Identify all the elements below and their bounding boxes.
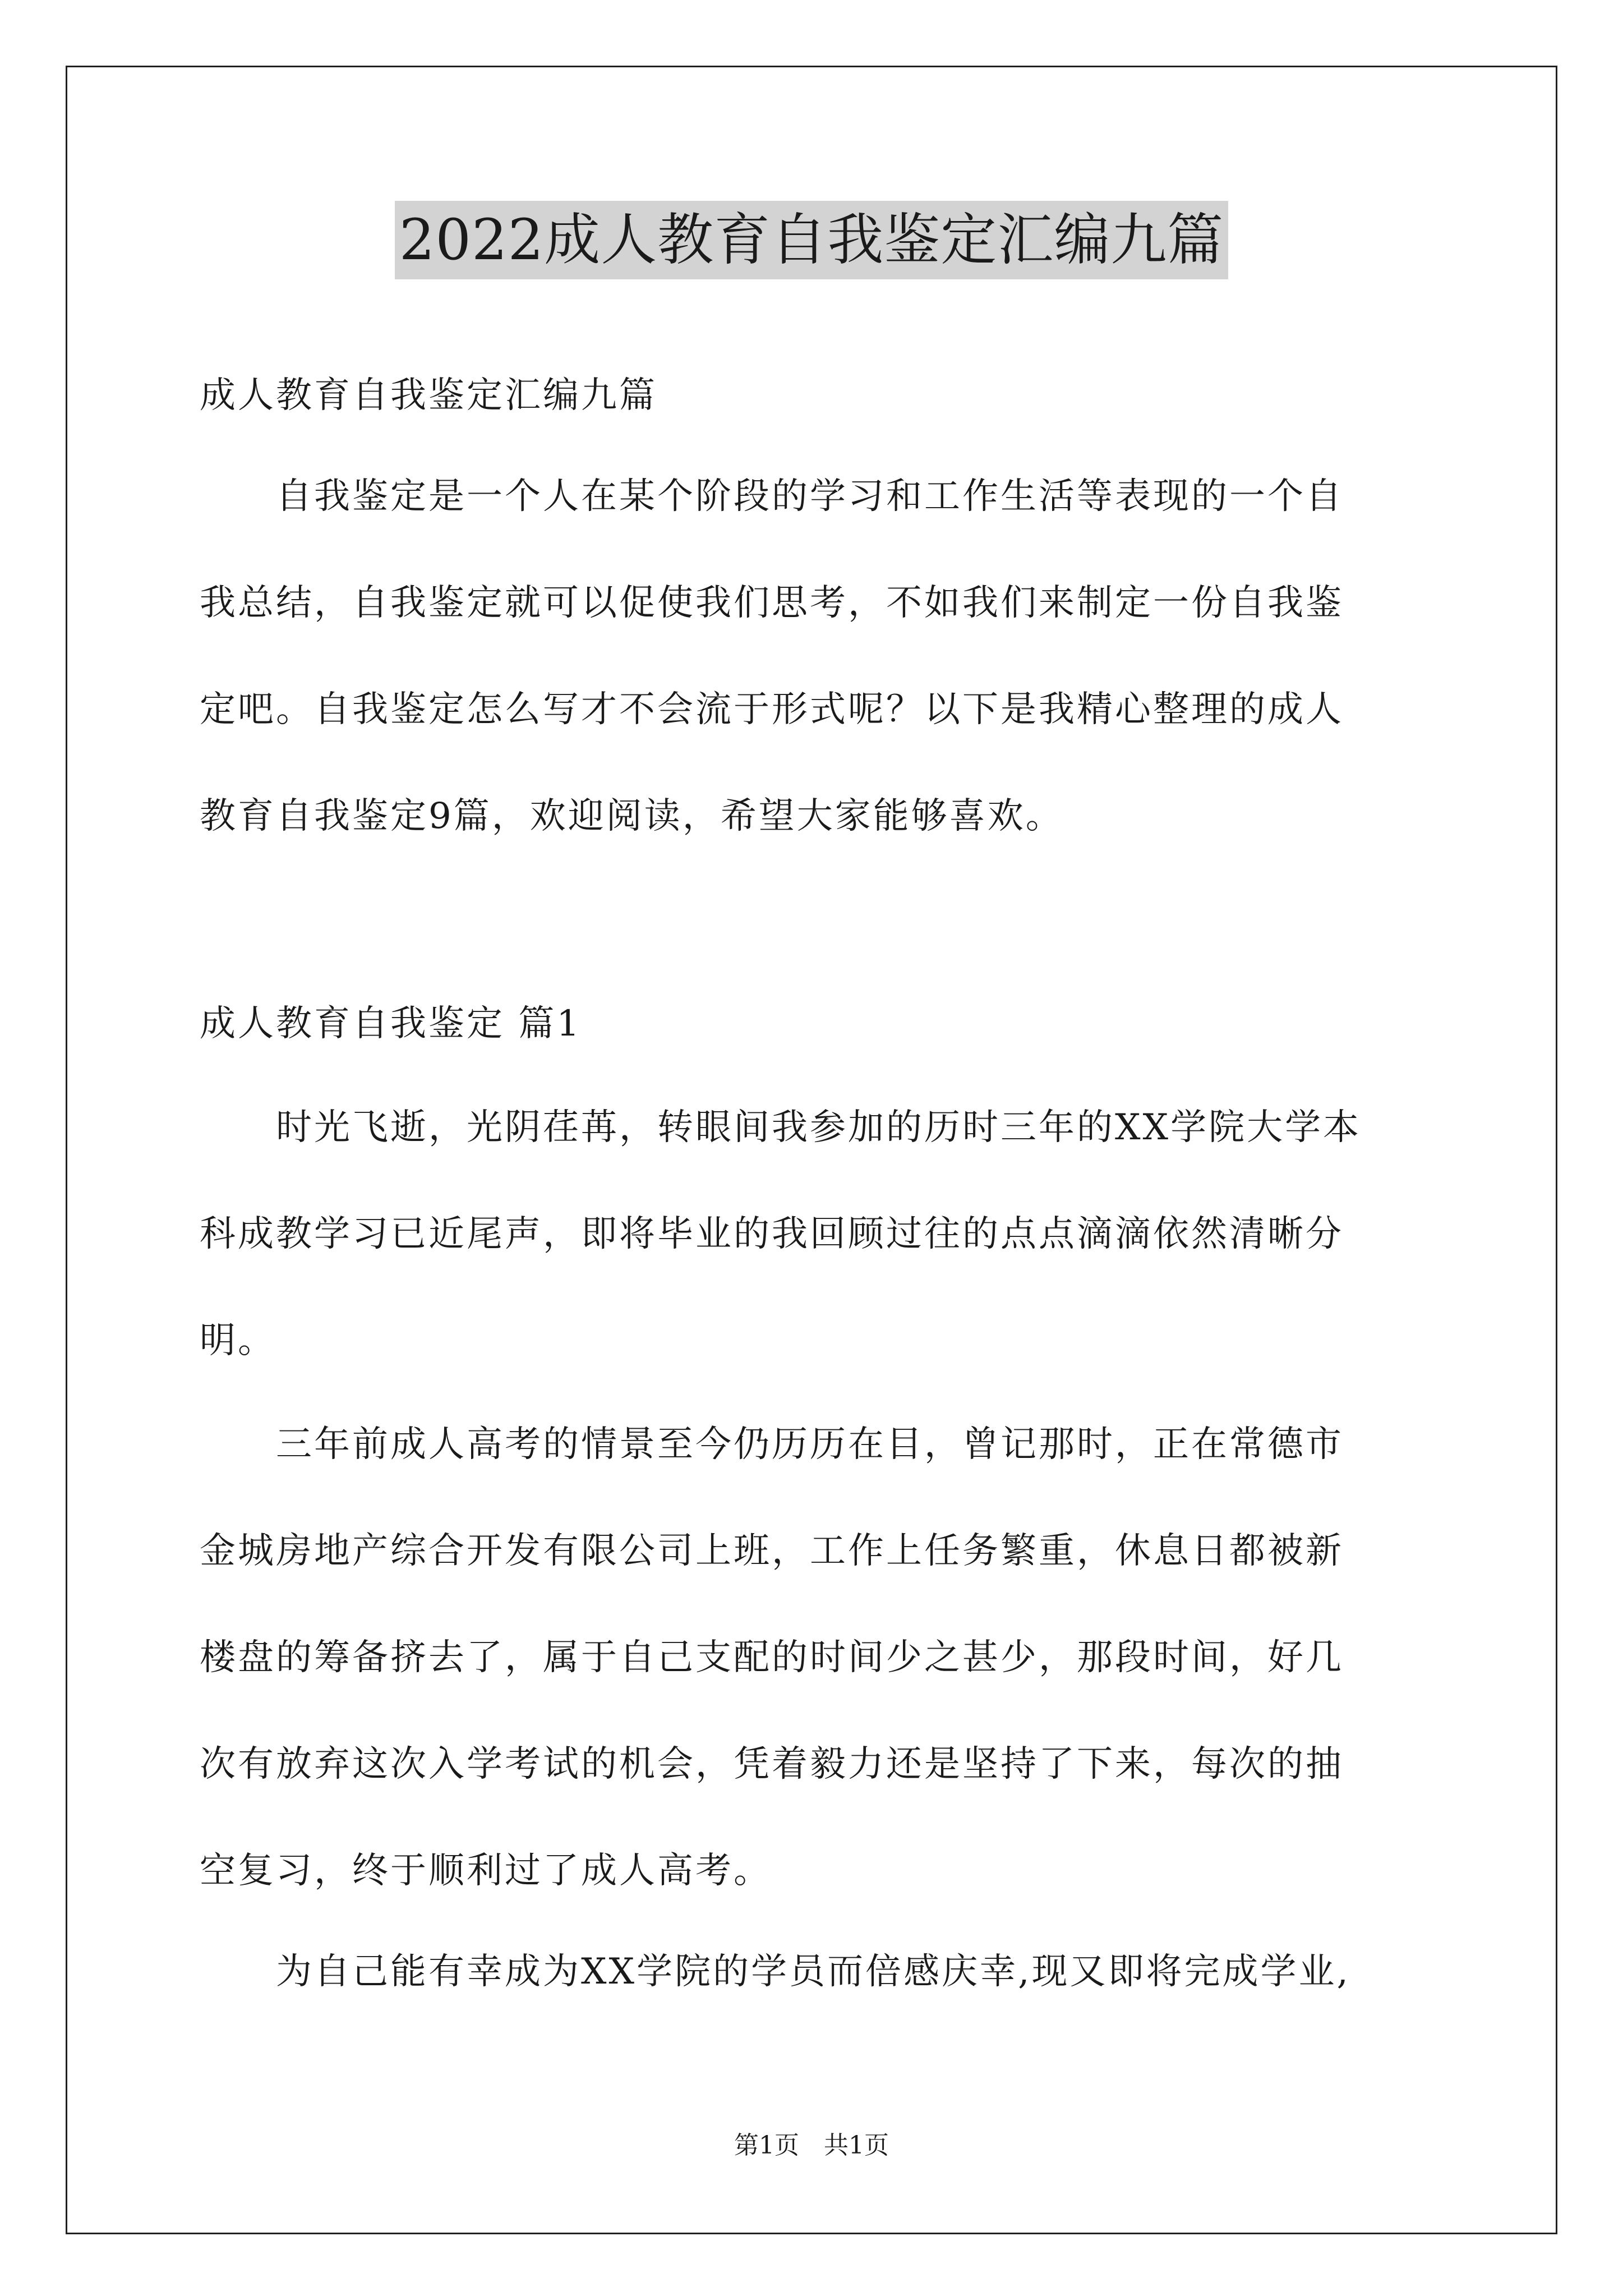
document-title: 2022成人教育自我鉴定汇编九篇 (395, 201, 1229, 279)
paragraph-3 (200, 1918, 1428, 2025)
para1-line-1: 时光飞逝，光阴荏苒，转眼间我参加的历时三年的XX学院大学本 (200, 1107, 1362, 1148)
para2-line-4: 次有放弃这次入学考试的机会，凭着毅力还是坚持了下来，每次的抽 (200, 1743, 1344, 1785)
title-container (0, 201, 1623, 279)
para3-line-1: 为自己能有幸成为XX学院的学员而倍感庆幸,现又即将完成学业, (200, 1951, 1350, 1993)
intro-line-1: 自我鉴定是一个人在某个阶段的学习和工作生活等表现的一个自 (200, 476, 1344, 517)
intro-line-4: 教育自我鉴定9篇，欢迎阅读，希望大家能够喜欢。 (200, 795, 1064, 837)
para2-line-1: 三年前成人高考的情景至今仍历历在目，曾记那时，正在常德市 (200, 1424, 1344, 1465)
section-heading: 成人教育自我鉴定 篇1 (200, 1003, 582, 1045)
page-footer: 第1页 共1页 (734, 2131, 889, 2160)
intro-paragraph (200, 443, 1428, 869)
para2-line-3: 楼盘的筹备挤去了，属于自己支配的时间少之甚少，那段时间，好几 (200, 1637, 1344, 1678)
paragraph-2 (200, 1391, 1428, 1924)
para2-line-2: 金城房地产综合开发有限公司上班，工作上任务繁重，休息日都被新 (200, 1530, 1344, 1572)
para1-line-2: 科成教学习已近尾声，即将毕业的我回顾过往的点点滴滴依然清晰分 (200, 1213, 1344, 1255)
intro-line-2: 我总结，自我鉴定就可以促使我们思考，不如我们来制定一份自我鉴 (200, 582, 1344, 624)
document-subtitle: 成人教育自我鉴定汇编九篇 (200, 375, 657, 416)
paragraph-1 (200, 1074, 1428, 1394)
para1-line-3: 明。 (200, 1320, 276, 1361)
intro-line-3: 定吧。自我鉴定怎么写才不会流于形式呢？以下是我精心整理的成人 (200, 689, 1344, 730)
para2-line-5: 空复习，终于顺利过了成人高考。 (200, 1850, 772, 1892)
